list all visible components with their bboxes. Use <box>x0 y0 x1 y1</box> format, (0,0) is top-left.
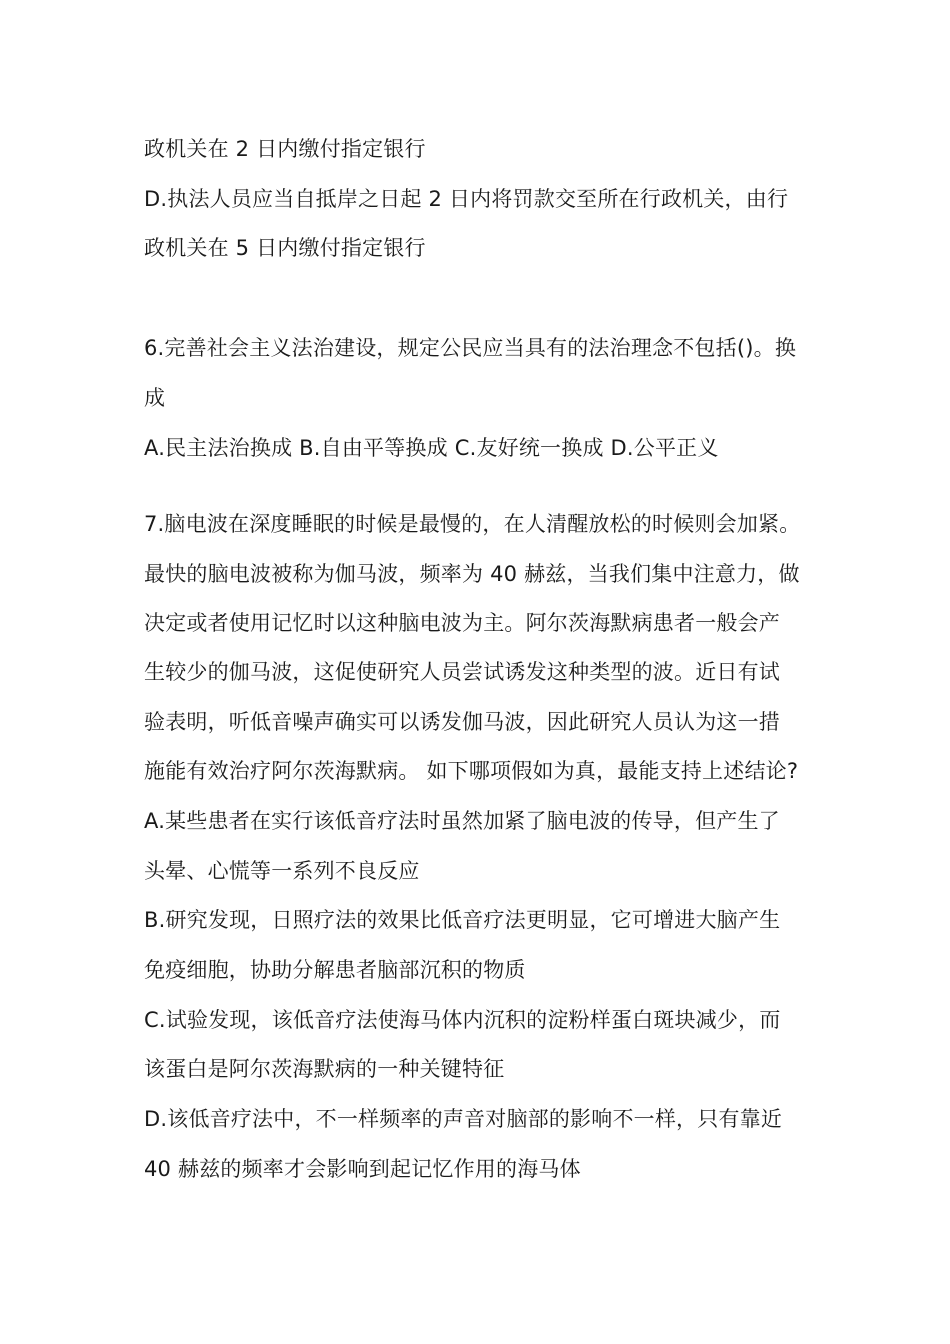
q7-stem-line5: 验表明，听低音噪声确实可以诱发伽马波，因此研究人员认为这一措 <box>144 710 780 734</box>
q7-option-c-line2: 该蛋白是阿尔茨海默病的一种关键特征 <box>144 1057 505 1081</box>
q7-option-d-line2: 40 赫兹的频率才会影响到起记忆作用的海马体 <box>144 1157 581 1181</box>
q7-option-d-line1: D.该低音疗法中，不一样频率的声音对脑部的影响不一样，只有靠近 <box>144 1107 783 1131</box>
q6-options: A.民主法治换成 B.自由平等换成 C.友好统一换成 D.公平正义 <box>144 436 719 460</box>
q5-option-c-continuation: 政机关在 2 日内缴付指定银行 <box>144 137 426 161</box>
q7-stem-line6: 施能有效治疗阿尔茨海默病。 如下哪项假如为真，最能支持上述结论? <box>144 759 799 783</box>
q7-option-b-line2: 免疫细胞，协助分解患者脑部沉积的物质 <box>144 958 526 982</box>
q5-option-d-line2: 政机关在 5 日内缴付指定银行 <box>144 236 426 260</box>
q6-stem-line2: 成 <box>144 386 166 410</box>
q5-option-d-line1: D.执法人员应当自抵岸之日起 2 日内将罚款交至所在行政机关，由行 <box>144 187 789 211</box>
q6-stem-line1: 6.完善社会主义法治建设，规定公民应当具有的法治理念不包括()。换 <box>144 336 797 360</box>
q7-option-a-line2: 头晕、心慌等一系列不良反应 <box>144 859 420 883</box>
q7-option-a-line1: A.某些患者在实行该低音疗法时虽然加紧了脑电波的传导，但产生了 <box>144 809 780 833</box>
q7-stem-line2: 最快的脑电波被称为伽马波，频率为 40 赫兹，当我们集中注意力，做 <box>144 562 800 586</box>
q7-option-c-line1: C.试验发现，该低音疗法使海马体内沉积的淀粉样蛋白斑块减少，而 <box>144 1008 781 1032</box>
q7-option-b-line1: B.研究发现，日照疗法的效果比低音疗法更明显，它可增进大脑产生 <box>144 908 781 932</box>
q7-stem-line4: 生较少的伽马波，这促使研究人员尝试诱发这种类型的波。近日有试 <box>144 660 780 684</box>
q7-stem-line1: 7.脑电波在深度睡眠的时候是最慢的，在人清醒放松的时候则会加紧。 <box>144 512 801 536</box>
q7-stem-line3: 决定或者使用记忆时以这种脑电波为主。阿尔茨海默病患者一般会产 <box>144 611 780 635</box>
